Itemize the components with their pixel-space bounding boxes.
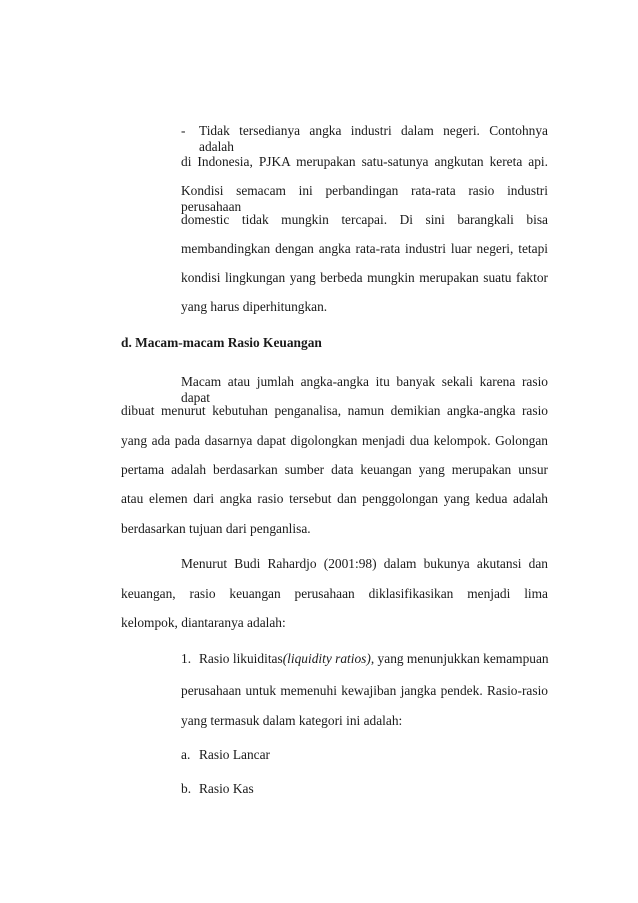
subitem-a-marker: a. — [181, 747, 191, 762]
subitem-a-label: Rasio Lancar — [199, 747, 271, 762]
bullet-line-1: Tidak tersedianya angka industri dalam negeri. Contohnya adalah — [199, 123, 548, 154]
subitem-b-marker: b. — [181, 781, 192, 796]
bullet-marker: - — [181, 123, 186, 138]
paragraph2-line-1: Menurut Budi Rahardjo (2001:98) dalam bukunya akutansi dan — [181, 556, 548, 571]
paragraph2-line-2: keuangan, rasio keuangan perusahaan diklasifikasikan menjadi lima — [121, 586, 548, 601]
subitem-b-label: Rasio Kas — [199, 781, 254, 796]
paragraph1-line-2: dibuat menurut kebutuhan penganalisa, namun demikian angka-angka rasio — [121, 403, 548, 418]
list-item-1-line-3: yang termasuk dalam kategori ini adalah: — [181, 713, 403, 728]
list-item-1-suffix: , yang menunjukkan kemampuan — [370, 651, 549, 666]
paragraph1-line-6: berdasarkan tujuan dari penganlisa. — [121, 521, 311, 536]
paragraph1-line-3: yang ada pada dasarnya dapat digolongkan menjadi dua kelompok. Golongan — [121, 433, 548, 448]
bullet-line-6: kondisi lingkungan yang berbeda mungkin merupakan suatu faktor — [181, 270, 548, 285]
paragraph1-line-5: atau elemen dari angka rasio tersebut dan penggolongan yang kedua adalah — [121, 491, 548, 506]
bullet-line-4: domestic tidak mungkin tercapai. Di sini barangkali bisa — [181, 212, 548, 227]
paragraph1-line-4: pertama adalah berdasarkan sumber data keuangan yang merupakan unsur — [121, 462, 548, 477]
bullet-line-2: di Indonesia, PJKA merupakan satu-satunya angkutan kereta api. — [181, 154, 548, 169]
list-item-1-italic: (liquidity ratios) — [282, 651, 371, 666]
list-item-1-line-1 — [199, 651, 548, 667]
bullet-line-3: Kondisi semacam ini perbandingan rata-rata rasio industri perusahaan — [181, 183, 548, 214]
bullet-line-5: membandingkan dengan angka rata-rata industri luar negeri, tetapi — [181, 241, 548, 256]
paragraph1-line-1: Macam atau jumlah angka-angka itu banyak sekali karena rasio dapat — [181, 374, 548, 405]
bullet-line-7: yang harus diperhitungkan. — [181, 299, 328, 314]
paragraph2-line-3: kelompok, diantaranya adalah: — [121, 615, 286, 630]
section-heading: d. Macam-macam Rasio Keuangan — [121, 335, 322, 350]
list-item-1-prefix: Rasio likuiditas — [199, 651, 283, 666]
list-item-1-line-2: perusahaan untuk memenuhi kewajiban jangka pendek. Rasio-rasio — [181, 683, 548, 698]
list-item-1-number: 1. — [181, 651, 192, 666]
